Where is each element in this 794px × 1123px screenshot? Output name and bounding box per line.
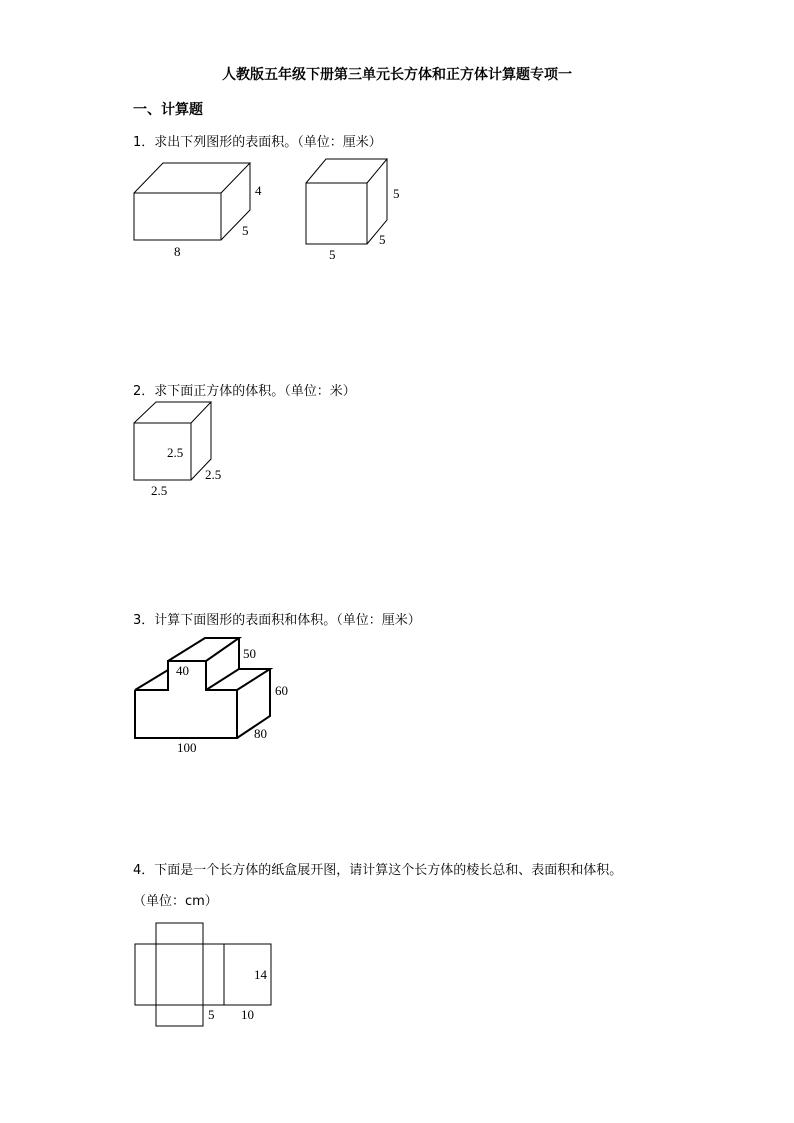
top-length-label: 40 [176,663,189,678]
net-front-face [156,944,203,1005]
question-4-unit: （单位：cm） [133,894,218,909]
cube-width-label: 5 [379,232,386,247]
cuboid-width-label: 5 [242,223,249,238]
cuboid-length-label: 8 [174,244,181,259]
section-heading: 一、计算题 [133,102,203,118]
page-title: 人教版五年级下册第三单元长方体和正方体计算题专项一 [222,67,572,83]
q2-cube-figure [125,398,235,508]
cube-height-label: 5 [393,186,400,201]
stepped-lower-top [237,669,270,690]
cube-length-label: 2.5 [151,483,168,498]
net-top-flap [156,923,203,944]
stepped-upper-side [206,638,239,690]
depth-label: 80 [254,726,267,741]
question-1-text: 1．求出下列图形的表面积。（单位：厘米） [133,135,382,150]
net-left-side [135,944,156,1005]
q3-stepped-solid-figure [125,630,315,760]
cube-top-face [306,159,387,183]
cuboid-front-face [134,193,221,240]
net-width-label: 5 [208,1007,215,1022]
stepped-top-step [168,638,239,661]
q1-cuboid-figure [125,155,275,265]
cuboid-top-face [134,163,250,193]
length-label: 100 [177,740,197,755]
net-right-side [203,944,224,1005]
net-height-label: 14 [254,967,267,982]
q4-box-net-figure [125,915,285,1035]
question-3-text: 3．计算下面图形的表面积和体积。（单位：厘米） [133,613,421,628]
height-label: 60 [275,683,288,698]
top-depth-label: 50 [243,646,256,661]
cube-length-label: 5 [329,247,336,262]
question-4-text: 4．下面是一个长方体的纸盒展开图，请计算这个长方体的棱长总和、表面积和体积。 [133,863,623,878]
net-bottom-flap [156,1005,203,1026]
stepped-left-top [135,670,168,690]
q1-cube-figure [296,155,416,265]
net-length-label: 10 [241,1007,254,1022]
cuboid-height-label: 4 [255,183,262,198]
question-2-text: 2．求下面正方体的体积。（单位：米） [133,384,356,399]
cube-height-label: 2.5 [167,445,184,460]
cube-front-face [306,183,367,244]
cube-width-label: 2.5 [205,467,222,482]
cube-top-face [134,402,211,423]
